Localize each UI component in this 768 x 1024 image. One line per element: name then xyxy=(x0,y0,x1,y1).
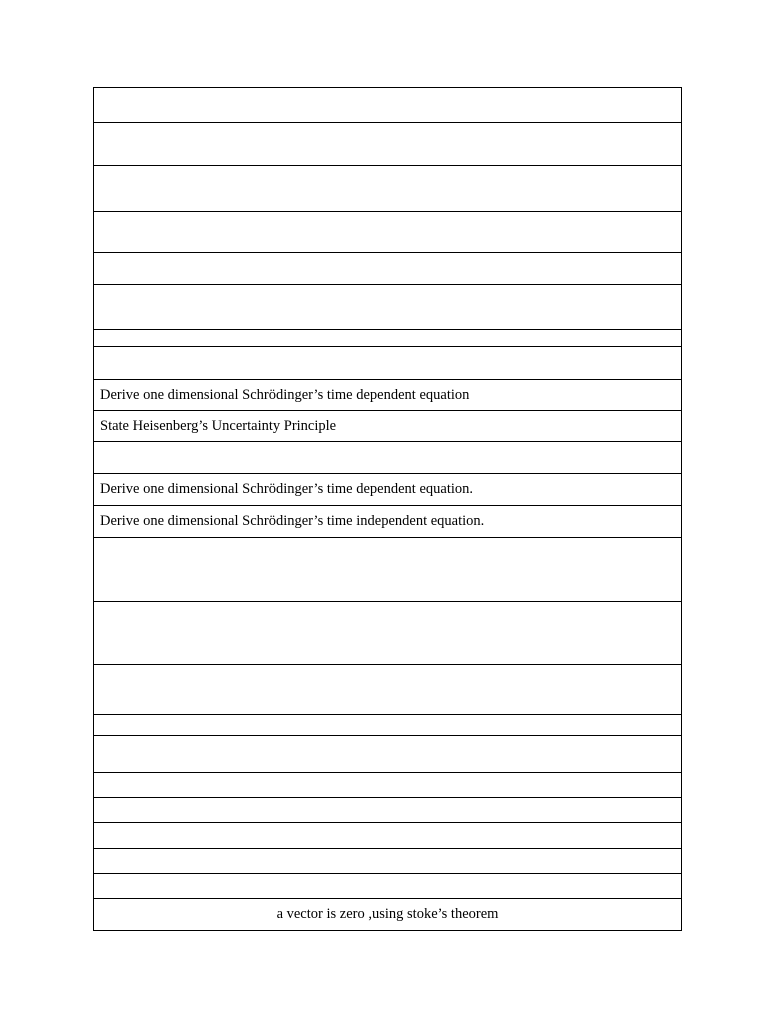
table-row xyxy=(94,474,682,506)
table-cell xyxy=(94,166,682,212)
table-row xyxy=(94,823,682,849)
table-cell xyxy=(94,798,682,823)
table-row xyxy=(94,285,682,330)
table-row xyxy=(94,736,682,773)
table-cell xyxy=(94,212,682,253)
table-cell xyxy=(94,538,682,602)
table-row xyxy=(94,442,682,474)
table-cell xyxy=(94,253,682,285)
table-cell xyxy=(94,849,682,874)
question-table xyxy=(93,87,682,931)
table-row xyxy=(94,330,682,347)
table-cell xyxy=(94,330,682,347)
table-cell xyxy=(94,123,682,166)
table-row xyxy=(94,874,682,899)
table-row xyxy=(94,798,682,823)
table-cell xyxy=(94,88,682,123)
table-row xyxy=(94,123,682,166)
question-text: Derive one dimensional Schrödinger’s time dependent equation. xyxy=(94,474,682,506)
table-row xyxy=(94,253,682,285)
table-row xyxy=(94,715,682,736)
table-row xyxy=(94,773,682,798)
table-cell xyxy=(94,602,682,665)
table-cell xyxy=(94,347,682,380)
question-text: State Heisenberg’s Uncertainty Principle xyxy=(94,411,682,442)
table-cell xyxy=(94,773,682,798)
table-row xyxy=(94,411,682,442)
table-row xyxy=(94,538,682,602)
table-cell xyxy=(94,874,682,899)
table-row xyxy=(94,88,682,123)
table-cell xyxy=(94,736,682,773)
table-cell xyxy=(94,715,682,736)
table-row xyxy=(94,166,682,212)
table-cell xyxy=(94,285,682,330)
table-cell xyxy=(94,665,682,715)
table-row xyxy=(94,506,682,538)
table-row xyxy=(94,899,682,931)
table-row xyxy=(94,849,682,874)
question-text: Derive one dimensional Schrödinger’s time dependent equation xyxy=(94,380,682,411)
table-row xyxy=(94,665,682,715)
question-text: Derive one dimensional Schrödinger’s time independent equation. xyxy=(94,506,682,538)
table-row xyxy=(94,380,682,411)
table-row xyxy=(94,212,682,253)
table-cell xyxy=(94,823,682,849)
table-cell xyxy=(94,442,682,474)
table-row xyxy=(94,602,682,665)
table-row xyxy=(94,347,682,380)
question-text: a vector is zero ,using stoke’s theorem xyxy=(94,899,682,931)
